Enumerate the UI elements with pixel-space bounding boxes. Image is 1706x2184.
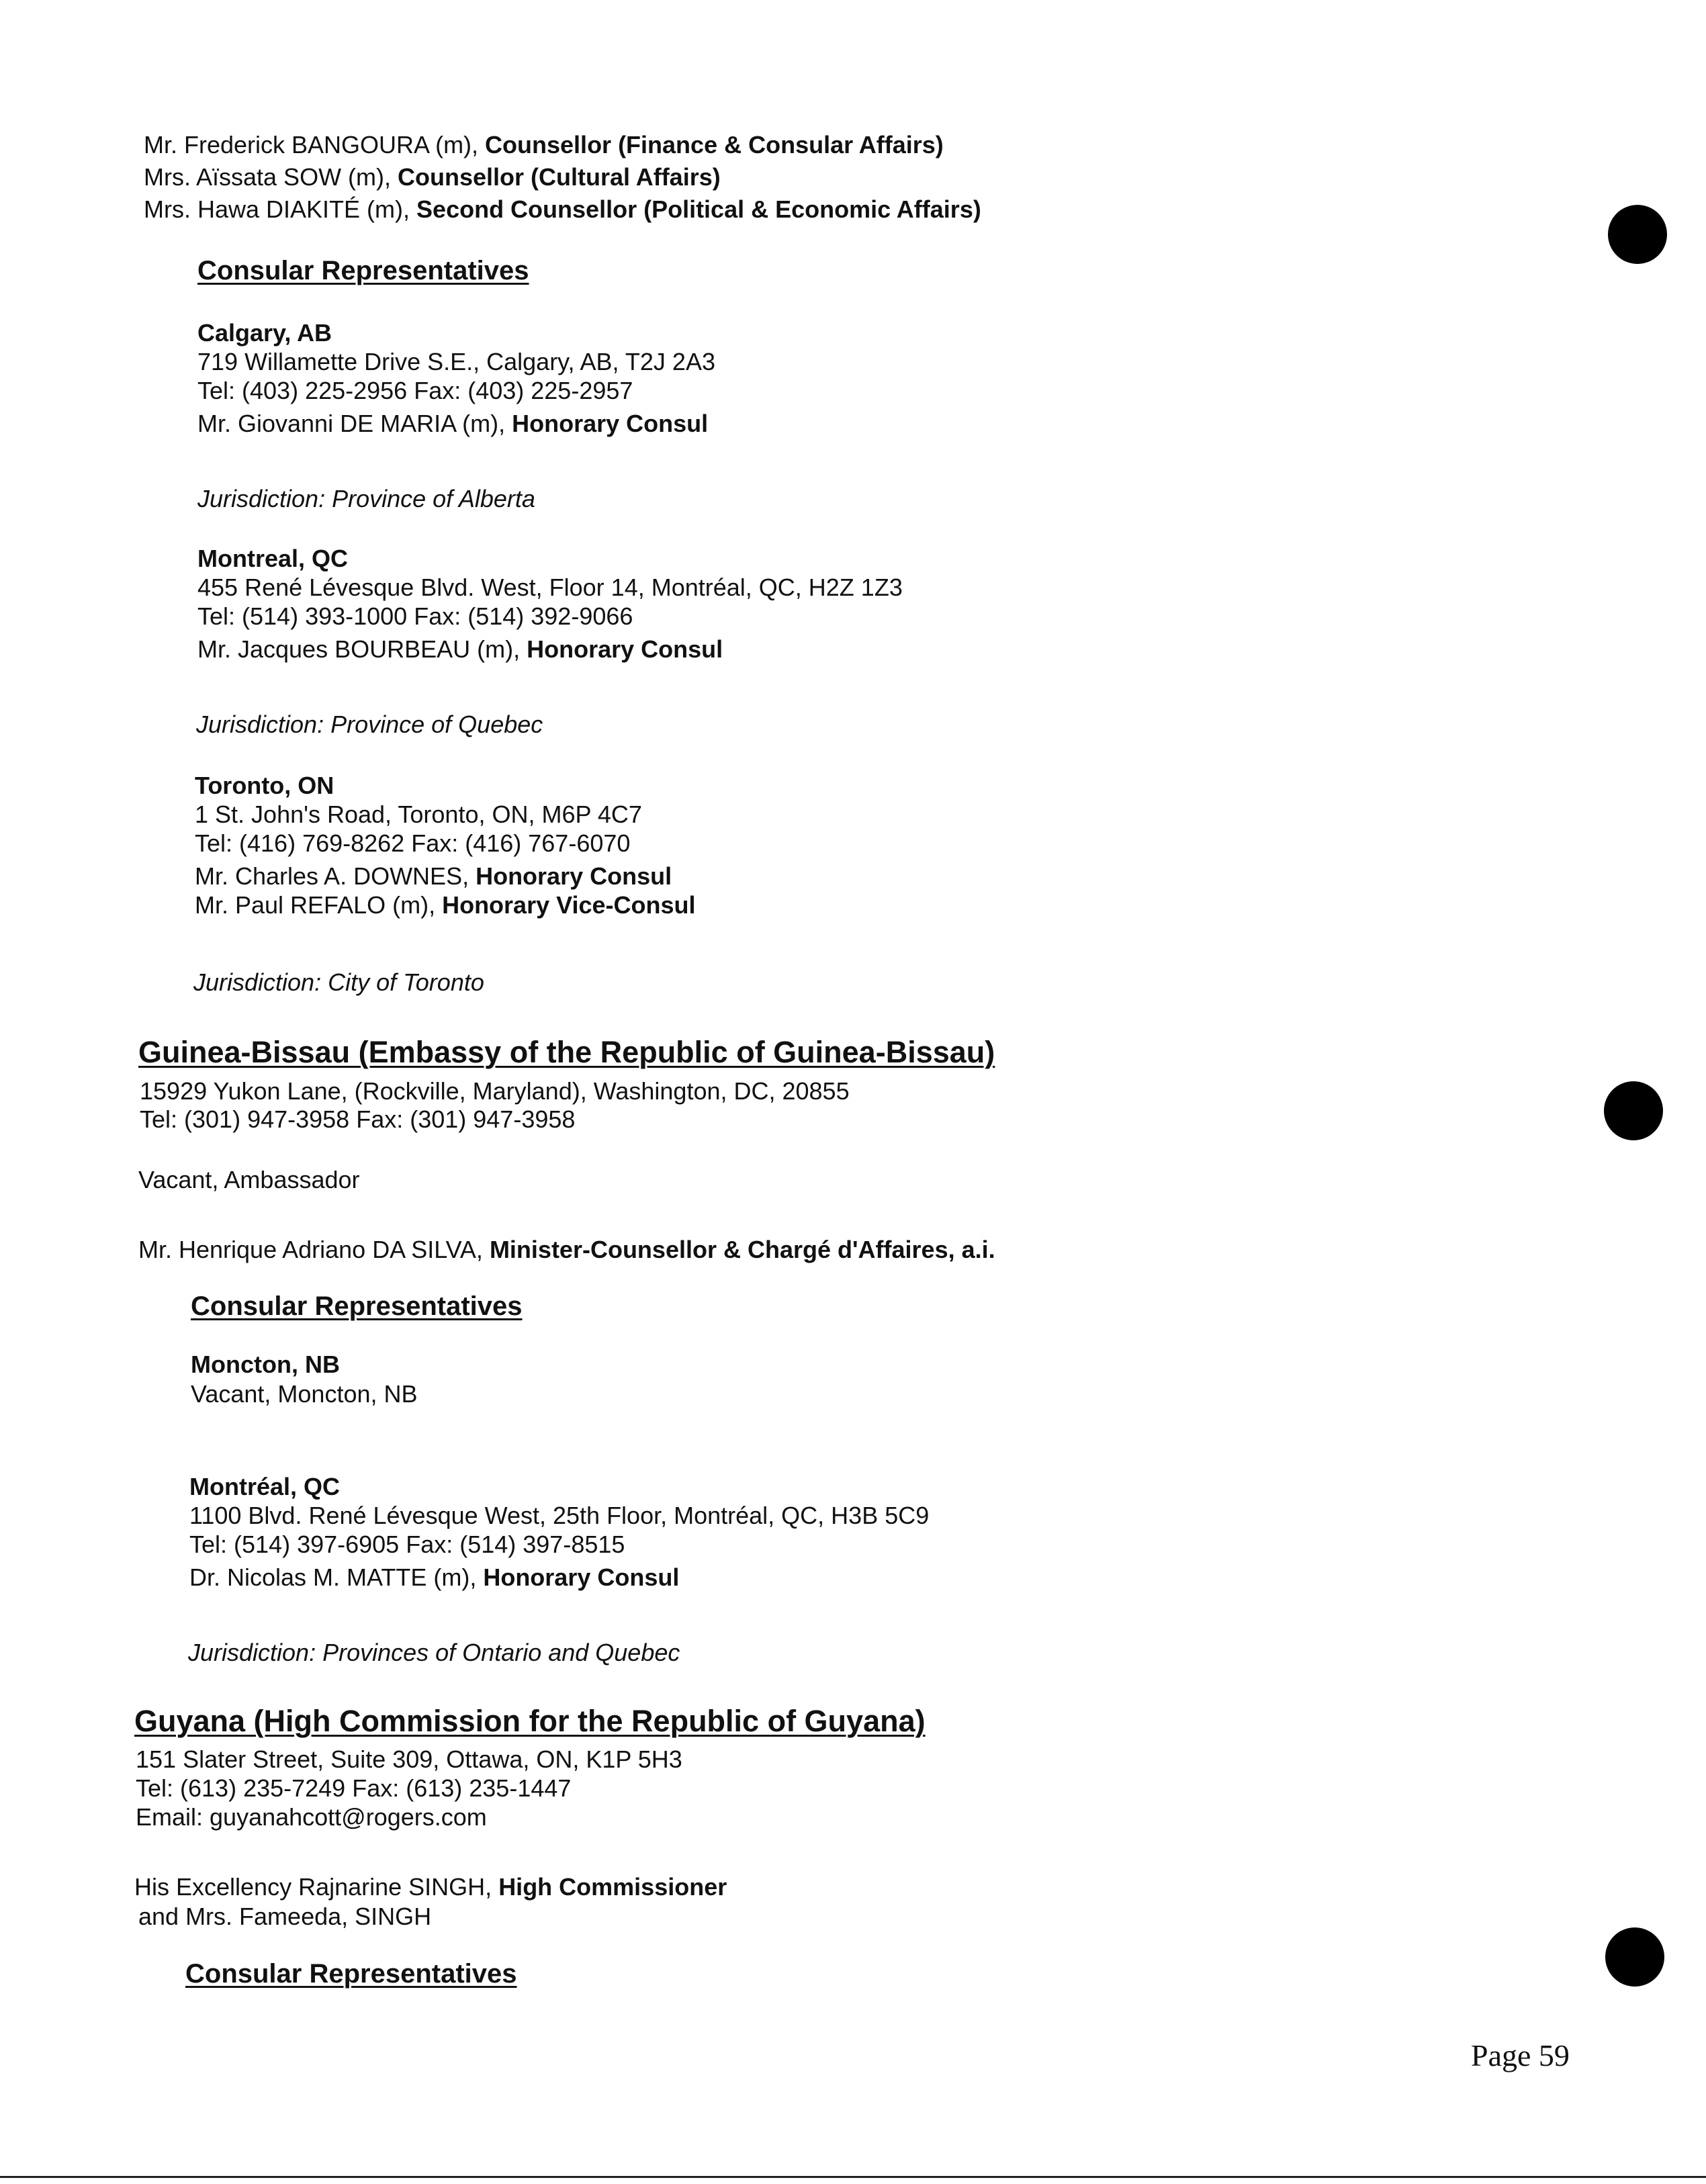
embassy-contact	[140, 1077, 850, 1134]
consulate-city: Moncton, NB	[191, 1351, 340, 1378]
section-heading-guinea-bissau: Guinea-Bissau (Embassy of the Republic of Guinea-Bissau)	[138, 1035, 995, 1069]
official-row: Mrs. Hawa DIAKITÉ (m), Second Counsellor (Political & Economic Affairs)	[144, 195, 981, 223]
consulate-montreal	[197, 544, 903, 664]
consulate-address: 719 Willamette Drive S.E., Calgary, AB, T2J 2A3	[197, 348, 715, 375]
official-row: Mrs. Aïssata SOW (m), Counsellor (Cultural Affairs)	[144, 163, 721, 191]
jurisdiction: Jurisdiction: City of Toronto	[193, 968, 484, 996]
consul-row: Mr. Jacques BOURBEAU (m), Honorary Consul	[197, 635, 723, 663]
official-row: Mr. Frederick BANGOURA (m), Counsellor (Finance & Consular Affairs)	[144, 131, 944, 158]
consulate-city: Montréal, QC	[189, 1473, 341, 1500]
consul-row: Mr. Charles A. DOWNES, Honorary Consul	[195, 862, 672, 890]
consulate-address: 455 René Lévesque Blvd. West, Floor 14, Montréal, QC, H2Z 1Z3	[197, 574, 903, 601]
commission-email: Email: guyanahcott@rogers.com	[136, 1803, 487, 1831]
jurisdiction: Jurisdiction: Province of Alberta	[197, 485, 535, 512]
consulate-phone: Tel: (514) 393-1000 Fax: (514) 392-9066	[197, 602, 633, 630]
consular-heading: Consular Representatives	[197, 256, 529, 285]
ambassador-line: Vacant, Ambassador	[138, 1166, 360, 1193]
consular-heading: Consular Representatives	[191, 1291, 523, 1321]
consulate-city: Toronto, ON	[195, 772, 334, 799]
officials-list	[144, 129, 981, 226]
consulate-city: Montreal, QC	[197, 545, 349, 572]
charge-line: Mr. Henrique Adriano DA SILVA, Minister-Counsellor & Chargé d'Affaires, a.i.	[138, 1236, 995, 1263]
consulate-montreal-gb	[189, 1472, 929, 1592]
consulate-phone: Tel: (514) 397-6905 Fax: (514) 397-8515	[189, 1531, 625, 1558]
consulate-calgary	[197, 318, 715, 438]
jurisdiction: Jurisdiction: Province of Quebec	[196, 711, 543, 738]
consulate-toronto	[195, 771, 696, 919]
commission-phone: Tel: (613) 235-7249 Fax: (613) 235-1447	[136, 1774, 572, 1802]
consul-row: Mr. Paul REFALO (m), Honorary Vice-Consul	[195, 891, 696, 919]
embassy-address: 15929 Yukon Lane, (Rockville, Maryland), Washington, DC, 20855	[140, 1077, 850, 1105]
consulate-phone: Tel: (403) 225-2956 Fax: (403) 225-2957	[197, 377, 633, 404]
punch-hole	[1604, 1081, 1663, 1140]
consulate-phone: Tel: (416) 769-8262 Fax: (416) 767-6070	[195, 829, 631, 857]
consul-row: Dr. Nicolas M. MATTE (m), Honorary Consul	[189, 1563, 680, 1591]
embassy-phone: Tel: (301) 947-3958 Fax: (301) 947-3958	[140, 1105, 576, 1133]
high-commissioner	[134, 1872, 727, 1931]
consulate-city: Calgary, AB	[197, 319, 332, 347]
punch-hole	[1605, 1927, 1664, 1987]
commission-address: 151 Slater Street, Suite 309, Ottawa, ON, K1P 5H3	[136, 1745, 682, 1773]
consulate-address: 1100 Blvd. René Lévesque West, 25th Floor, Montréal, QC, H3B 5C9	[189, 1502, 930, 1529]
bottom-rule	[0, 2176, 1706, 2178]
consulate-moncton	[191, 1350, 418, 1409]
punch-hole	[1608, 205, 1667, 264]
consulate-note: Vacant, Moncton, NB	[191, 1380, 418, 1408]
jurisdiction: Jurisdiction: Provinces of Ontario and Quebec	[188, 1639, 680, 1666]
section-heading-guyana: Guyana (High Commission for the Republic of Guyana)	[134, 1704, 926, 1738]
consul-row: Mr. Giovanni DE MARIA (m), Honorary Consul	[197, 410, 709, 437]
spouse-row: and Mrs. Fameeda, SINGH	[138, 1903, 432, 1930]
commissioner-row: His Excellency Rajnarine SINGH, High Commissioner	[134, 1873, 727, 1901]
consulate-address: 1 St. John's Road, Toronto, ON, M6P 4C7	[195, 801, 642, 828]
high-commission-contact	[136, 1745, 682, 1831]
page-number: Page 59	[1471, 2038, 1570, 2073]
consular-heading: Consular Representatives	[185, 1959, 517, 1989]
